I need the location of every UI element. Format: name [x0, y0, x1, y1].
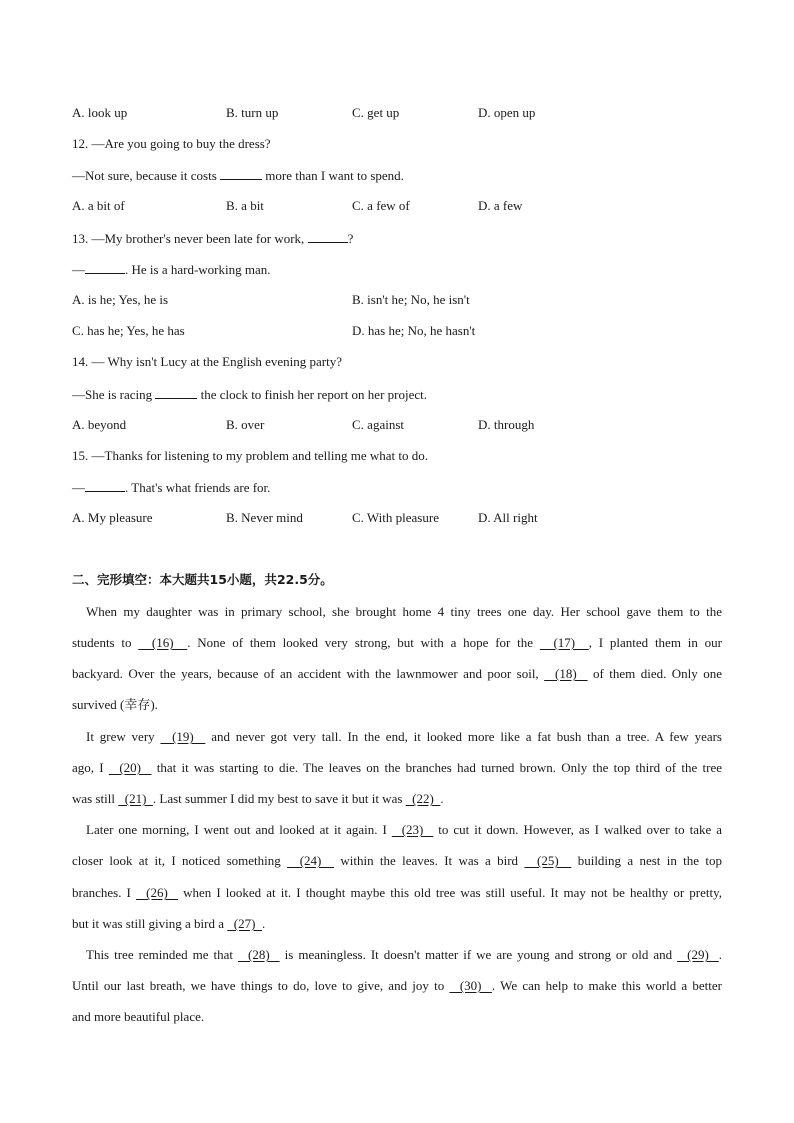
q13-stem	[72, 230, 353, 247]
q14-option-c: C. against	[352, 417, 404, 432]
cloze-blank-28: (28)	[238, 947, 280, 962]
q11-option-b: B. turn up	[226, 105, 279, 120]
cloze-blank-22: (22)	[405, 791, 441, 806]
cloze-blank-27: (27)	[227, 916, 262, 931]
text-segment: students to	[72, 635, 139, 650]
cloze-blank-21: (21)	[118, 791, 153, 806]
text-segment: . None of them looked very strong, but with a hope for the	[187, 635, 540, 650]
text-segment: when I looked at it. I thought maybe this old tree was still useful. It may not be healthy or pretty,	[178, 885, 722, 900]
q13-option-c: C. has he; Yes, he has	[72, 323, 185, 338]
text-segment: branches. I	[72, 885, 136, 900]
text-segment: within the leaves. It was a bird	[334, 853, 525, 868]
q13-stem-post: ?	[347, 231, 354, 246]
q12-stem: 12. —Are you going to buy the dress?	[72, 136, 271, 151]
q13-option-d: D. has he; No, he hasn't	[352, 323, 476, 338]
text-segment: . Last summer I did my best to save it but it was	[152, 791, 406, 806]
q13-option-b: B. isn't he; No, he isn't	[352, 292, 470, 307]
passage-p4-line-3: and more beautiful place.	[72, 1009, 205, 1024]
cloze-blank-16: (16)	[138, 635, 188, 650]
passage-p1-line-3	[72, 666, 722, 682]
q11-option-c: C. get up	[352, 105, 400, 120]
q14-option-a: A. beyond	[72, 417, 127, 432]
text-segment: .	[440, 791, 444, 806]
section-2-title	[72, 572, 333, 588]
cloze-blank-17: (17)	[539, 635, 589, 650]
passage-p2-line-3	[72, 791, 722, 807]
section-2-title-mid: 小题，共	[226, 572, 277, 587]
section-2-title-post: 分。	[307, 572, 333, 587]
q12-option-d: D. a few	[478, 198, 523, 213]
cloze-blank-25: (25)	[524, 853, 572, 868]
section-2-score: 22.5	[276, 572, 308, 587]
passage-p3-line-3	[72, 885, 722, 901]
text-segment: and never got very tall. In the end, it looked more like a fat bush than a tree. A few years	[205, 729, 722, 744]
q13-response-pre: —	[72, 262, 85, 277]
passage-p1-line-4: survived (幸存).	[72, 697, 158, 712]
q15-option-c: C. With pleasure	[352, 510, 439, 525]
q15-response-pre: —	[72, 480, 85, 495]
q13-response	[72, 261, 271, 278]
passage-p3-line-2	[72, 853, 722, 869]
passage-p1-line-2	[72, 635, 722, 651]
text-segment: Until our last breath, we have things to do, love to give, and joy to	[72, 978, 450, 993]
q14-option-d: D. through	[478, 417, 535, 432]
q12-response	[72, 167, 404, 184]
q14-stem: 14. — Why isn't Lucy at the English evening party?	[72, 354, 342, 369]
q13-stem-pre: 13. —My brother's never been late for work,	[72, 231, 305, 246]
passage-p3-line-1	[72, 822, 722, 838]
text-segment: .	[261, 916, 266, 931]
text-segment: ago, I	[72, 760, 109, 775]
q12-option-c: C. a few of	[352, 198, 410, 213]
cloze-blank-26: (26)	[135, 885, 178, 900]
q15-option-a: A. My pleasure	[72, 510, 153, 525]
q12-response-pre: —Not sure, because it costs	[72, 168, 217, 183]
section-2-title-pre: 二、完形填空：本大题共	[72, 572, 210, 587]
passage-p4-line-2	[72, 978, 722, 994]
text-segment: of them died. Only one	[587, 666, 722, 681]
cloze-blank-23: (23)	[391, 822, 434, 837]
text-segment: closer look at it, I noticed something	[72, 853, 288, 868]
text-segment: , I planted them in our	[588, 635, 722, 650]
passage-p2-line-2	[72, 760, 722, 776]
text-segment: This tree reminded me that	[86, 947, 239, 962]
q14-response-pre: —She is racing	[72, 387, 153, 402]
q15-response-post: . That's what friends are for.	[125, 480, 271, 495]
q14-response-post: the clock to finish her report on her project.	[200, 387, 427, 402]
q12-option-b: B. a bit	[226, 198, 264, 213]
q15-option-d: D. All right	[478, 510, 538, 525]
cloze-blank-18: (18)	[544, 666, 588, 681]
text-segment: was still	[72, 791, 119, 806]
q15-response	[72, 479, 270, 496]
text-segment: . We can help to make this world a better	[491, 978, 722, 993]
q13-response-post: . He is a hard-working man.	[125, 262, 271, 277]
q11-option-d: D. open up	[478, 105, 536, 120]
passage-p2-line-1	[72, 729, 722, 745]
q14-answer-blank	[155, 386, 197, 399]
q15-stem: 15. —Thanks for listening to my problem and telling me what to do.	[72, 448, 429, 463]
q14-option-b: B. over	[226, 417, 265, 432]
cloze-blank-19: (19)	[160, 729, 206, 744]
text-segment: to cut it down. However, as I walked over to take a	[433, 822, 722, 837]
text-segment: is meaningless. It doesn't matter if we are young and strong or old and	[279, 947, 678, 962]
text-segment: backyard. Over the years, because of an accident with the lawnmower and poor soil,	[72, 666, 545, 681]
passage-p4-line-1	[72, 947, 722, 963]
q13-option-a: A. is he; Yes, he is	[72, 292, 169, 307]
text-segment: It grew very	[86, 729, 161, 744]
cloze-blank-24: (24)	[287, 853, 335, 868]
text-segment: that it was starting to die. The leaves on the branches had turned brown. Only the top third of the tree	[151, 760, 722, 775]
text-segment: but it was still giving a bird a	[72, 916, 228, 931]
text-segment: Later one morning, I went out and looked at it again. I	[86, 822, 392, 837]
q12-response-post: more than I want to spend.	[265, 168, 404, 183]
cloze-blank-30: (30)	[449, 978, 492, 993]
q13-response-blank	[85, 261, 125, 274]
q15-option-b: B. Never mind	[226, 510, 303, 525]
passage-p1-line-1: When my daughter was in primary school, she brought home 4 tiny trees one day. Her school gave them to the	[86, 604, 722, 619]
q12-option-a: A. a bit of	[72, 198, 125, 213]
passage-p3-line-4	[72, 916, 722, 932]
q14-response	[72, 386, 427, 403]
q13-stem-blank	[308, 230, 348, 243]
q12-answer-blank	[220, 167, 262, 180]
q11-option-a: A. look up	[72, 105, 128, 120]
text-segment: .	[718, 947, 723, 962]
q15-answer-blank	[85, 479, 125, 492]
cloze-blank-20: (20)	[108, 760, 152, 775]
section-2-question-count: 15	[209, 572, 227, 587]
text-segment: building a nest in the top	[571, 853, 722, 868]
cloze-blank-29: (29)	[677, 947, 719, 962]
